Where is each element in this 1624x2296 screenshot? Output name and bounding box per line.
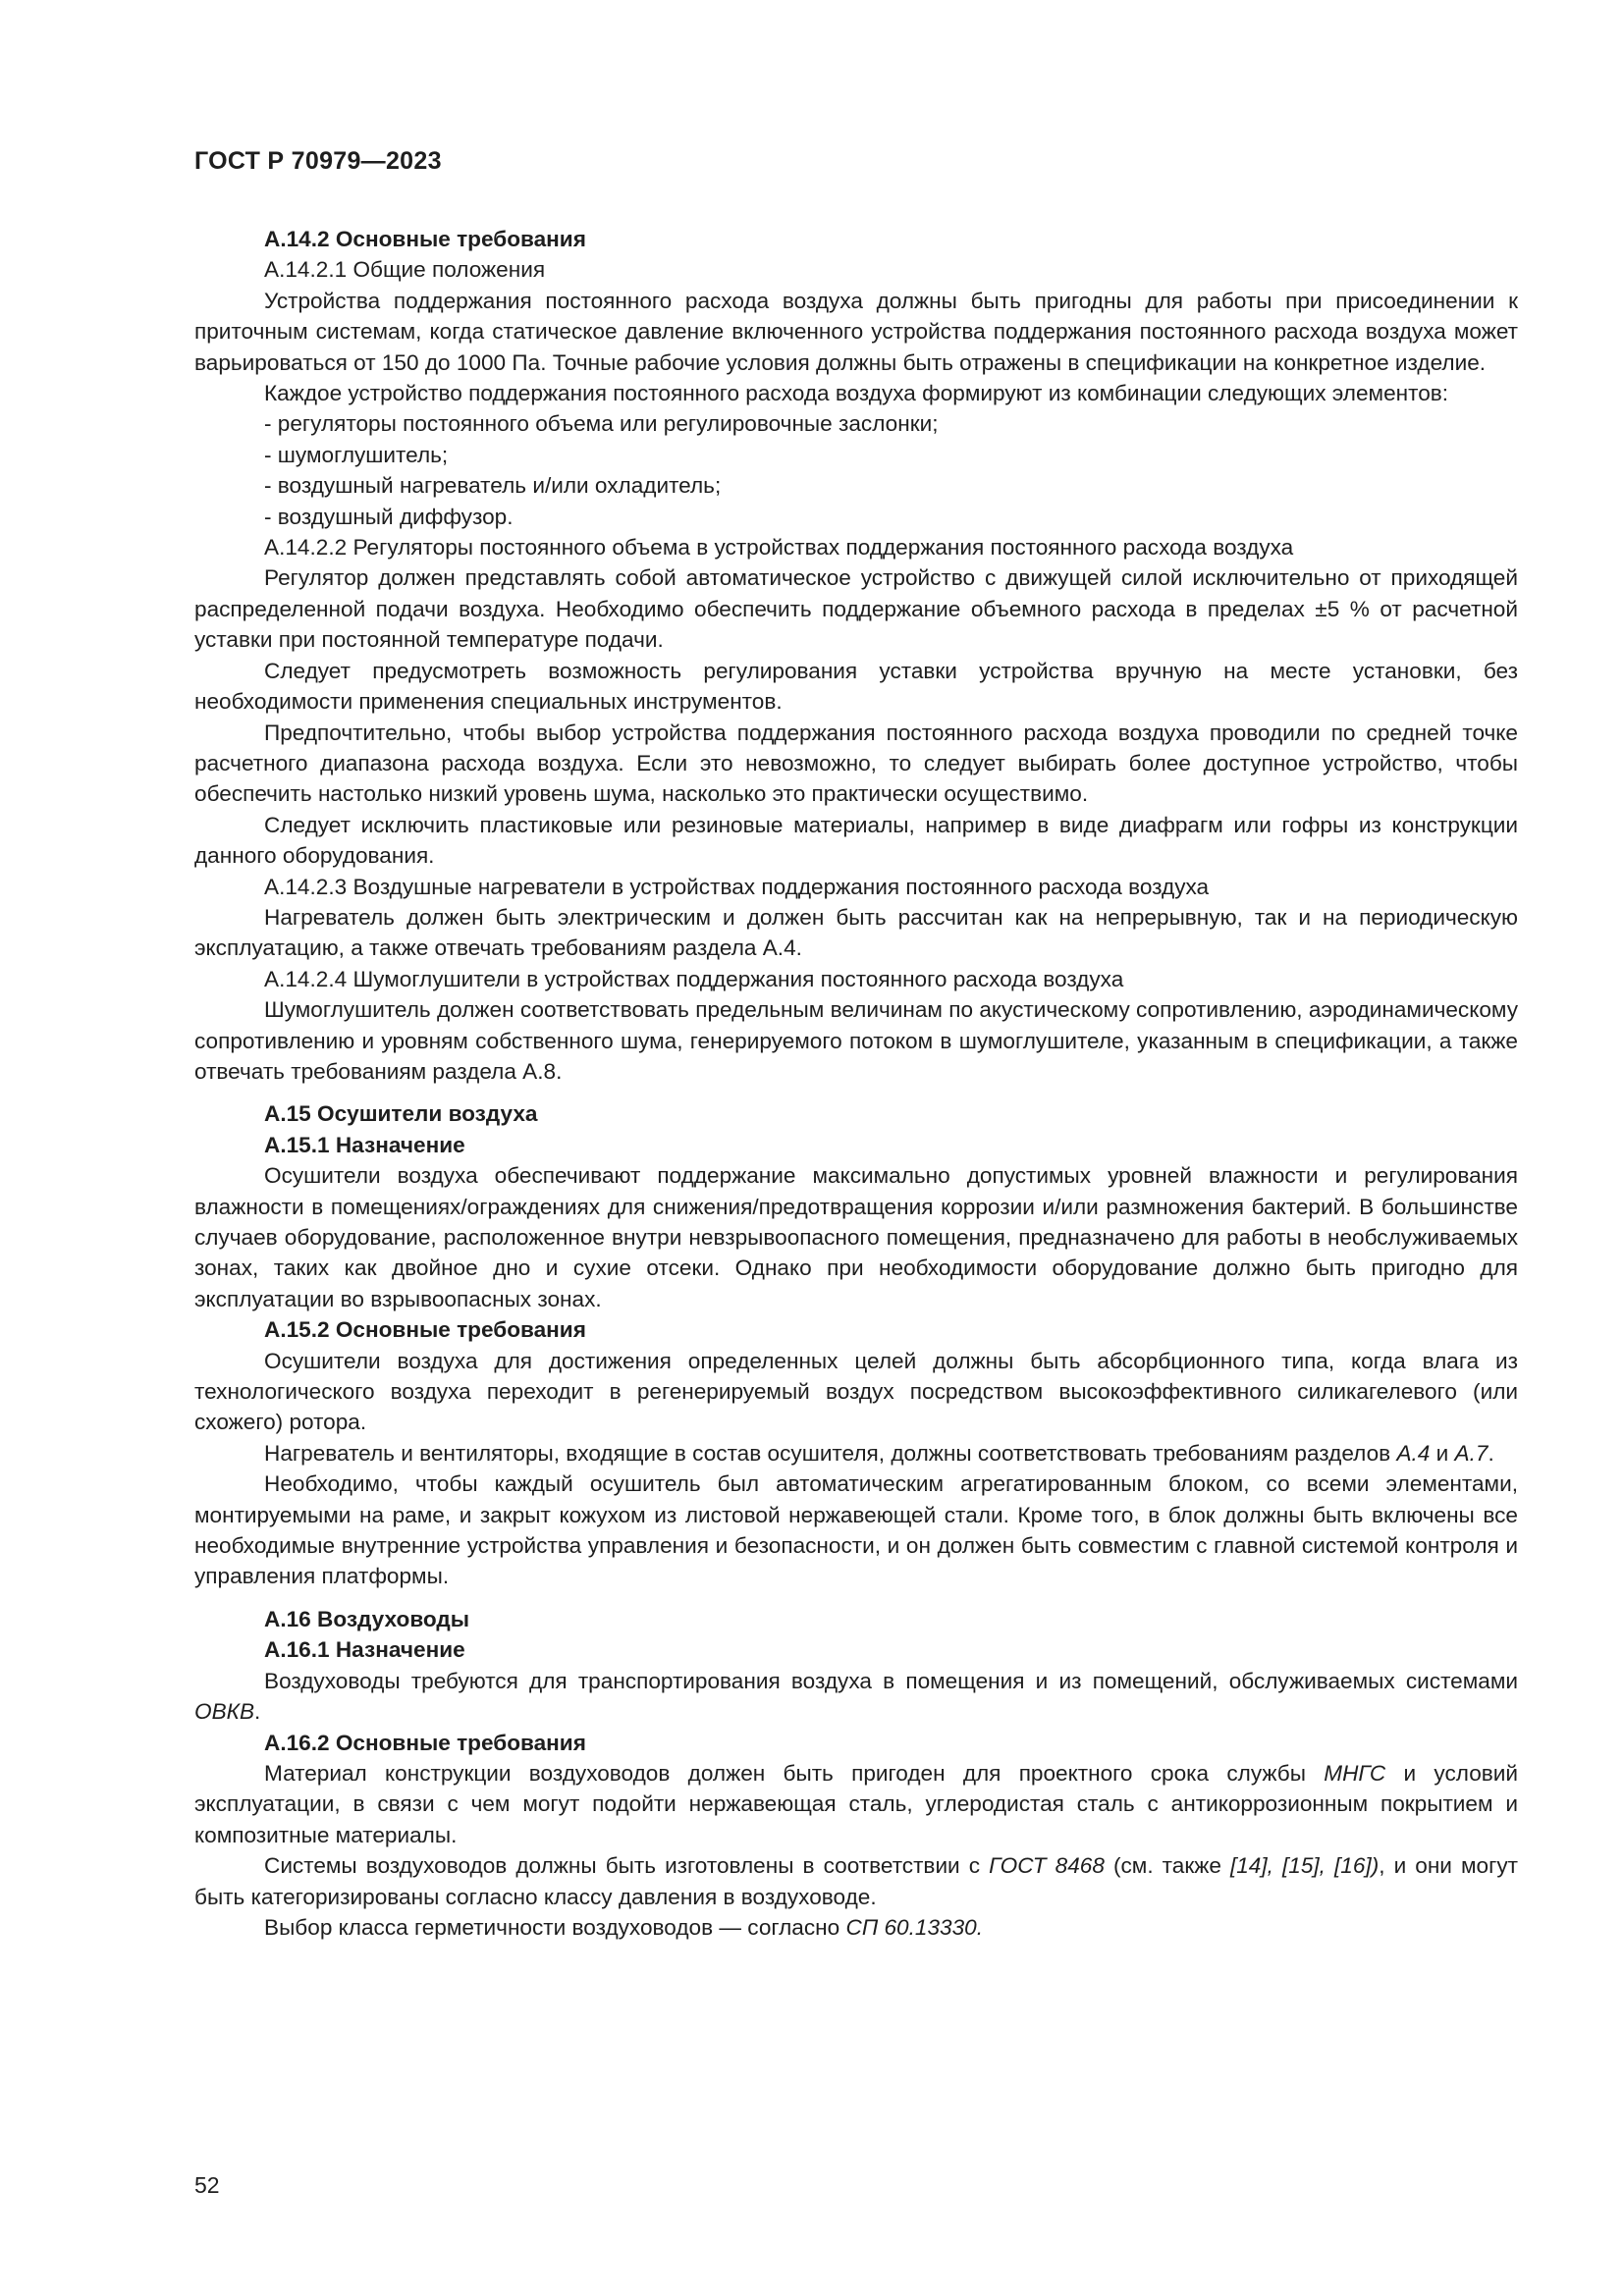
paragraph: Нагреватель должен быть электрическим и должен быть рассчитан как на непрерывную, так и на периодическую эксплуатацию, а также отвечать требованиям раздела А.4. <box>194 904 1518 961</box>
reference-text: ГОСТ 8468 <box>989 1853 1105 1879</box>
list-item: - шумоглушитель; <box>264 442 449 467</box>
reference-text: МНГС <box>1324 1760 1386 1786</box>
paragraph: А.14.2.4 Шумоглушители в устройствах поддержания постоянного расхода воздуха <box>264 966 1124 991</box>
paragraph: А.14.2.1 Общие положения <box>264 257 546 283</box>
reference-text: А.4 <box>1396 1440 1431 1466</box>
paragraph: Осушители воздуха обеспечивают поддержание максимально допустимых уровней влажности и регулирования влажности в помещениях/ограждениях для снижения/предотвращения коррозии и/или размножения бактерий. В большинстве случаев оборудование, расположенное внутри невзрывоопасного помещения, предназначено для работы в необслуживаемых зонах, таких как двойное дно и сухие отсеки. Однако при необходимости оборудование должно быть пригодно для эксплуатации во взрывоопасных зонах. <box>194 1163 1518 1311</box>
list-item: - регуляторы постоянного объема или регулировочные заслонки; <box>264 411 939 437</box>
list-item: - воздушный нагреватель и/или охладитель; <box>264 473 722 499</box>
section-heading: А.16.1 Назначение <box>264 1637 465 1663</box>
paragraph: Воздуховоды требуются для транспортирования воздуха в помещения и из помещений, обслуживаемых системами ОВКВ. <box>194 1668 1518 1725</box>
paragraph: А.14.2.3 Воздушные нагреватели в устройствах поддержания постоянного расхода воздуха <box>264 874 1210 899</box>
section-heading: А.15.2 Основные требования <box>264 1317 586 1343</box>
page-number: 52 <box>194 2172 220 2198</box>
section-heading: А.16 Воздуховоды <box>264 1606 470 1631</box>
paragraph: Необходимо, чтобы каждый осушитель был автоматическим агрегатированным блоком, со всеми элементами, монтируемыми на раме, и закрыт кожухом из листовой нержавеющей стали. Кроме того, в блок должны быть включены все необходимые внутренние устройства управления и безопасности, и он должен быть совместим с главной системой контроля и управления платформы. <box>194 1471 1518 1589</box>
reference-text: А.7 <box>1454 1440 1489 1466</box>
document-header: ГОСТ Р 70979—2023 <box>194 147 442 175</box>
paragraph: А.14.2.2 Регуляторы постоянного объема в устройствах поддержания постоянного расхода воздуха <box>264 535 1294 561</box>
paragraph: Осушители воздуха для достижения определенных целей должны быть абсорбционного типа, когда влага из технологического воздуха переходит в регенерируемый воздух посредством высокоэффективного силикагелевого (или схожего) ротора. <box>194 1348 1518 1435</box>
paragraph: Каждое устройство поддержания постоянного расхода воздуха формируют из комбинации следующих элементов: <box>264 381 1449 406</box>
paragraph: Устройства поддержания постоянного расхода воздуха должны быть пригодны для работы при присоединении к приточным системам, когда статическое давление включенного устройства поддержания постоянного расхода воздуха может варьироваться от 150 до 1000 Па. Точные рабочие условия должны быть отражены в спецификации на конкретное изделие. <box>194 288 1518 375</box>
section-heading: А.15 Осушители воздуха <box>264 1101 538 1127</box>
section-heading: А.15.1 Назначение <box>264 1132 465 1157</box>
list-item: - воздушный диффузор. <box>264 504 514 529</box>
paragraph: Материал конструкции воздуховодов должен быть пригоден для проектного срока службы МНГС и условий эксплуатации, в связи с чем могут подойти нержавеющая сталь, углеродистая сталь с антикоррозионным покрытием и композитные материалы. <box>194 1760 1519 1847</box>
paragraph: Нагреватель и вентиляторы, входящие в состав осушителя, должны соответствовать требованиям разделов А.4 и А.7. <box>264 1440 1494 1466</box>
section-heading: А.14.2 Основные требования <box>264 227 586 251</box>
reference-text: СП 60.13330. <box>845 1914 983 1940</box>
document-body <box>194 224 1518 1943</box>
paragraph: Следует исключить пластиковые или резиновые материалы, например в виде диафрагм или гофры из конструкции данного оборудования. <box>194 812 1518 869</box>
reference-text: [14], [15], [16]) <box>1229 1853 1380 1879</box>
paragraph: Следует предусмотреть возможность регулирования уставки устройства вручную на месте установки, без необходимости применения специальных инструментов. <box>194 658 1518 715</box>
paragraph: Шумоглушитель должен соответствовать предельным величинам по акустическому сопротивлению, аэродинамическому сопротивлению и уровням собственного шума, генерируемого потоком в шумоглушителе, указанным в спецификации, а также отвечать требованиям раздела А.8. <box>194 997 1518 1084</box>
reference-text: ОВКВ <box>194 1699 255 1725</box>
paragraph: Системы воздуховодов должны быть изготовлены в соответствии с ГОСТ 8468 (см. также [14], [15], [16]), и они могут быть категоризированы согласно классу давления в воздуховоде. <box>194 1853 1518 1909</box>
section-heading: А.16.2 Основные требования <box>264 1730 586 1755</box>
paragraph: Предпочтительно, чтобы выбор устройства поддержания постоянного расхода воздуха проводили по средней точке расчетного диапазона расхода воздуха. Если это невозможно, то следует выбирать более доступное устройство, чтобы обеспечить настолько низкий уровень шума, насколько это практически осуществимо. <box>194 720 1518 807</box>
paragraph: Выбор класса герметичности воздуховодов — согласно СП 60.13330. <box>264 1914 983 1940</box>
paragraph: Регулятор должен представлять собой автоматическое устройство с движущей силой исключительно от приходящей распределенной подачи воздуха. Необходимо обеспечить поддержание объемного расхода в пределах ±5 % от расчетной уставки при постоянной температуре подачи. <box>194 565 1518 653</box>
